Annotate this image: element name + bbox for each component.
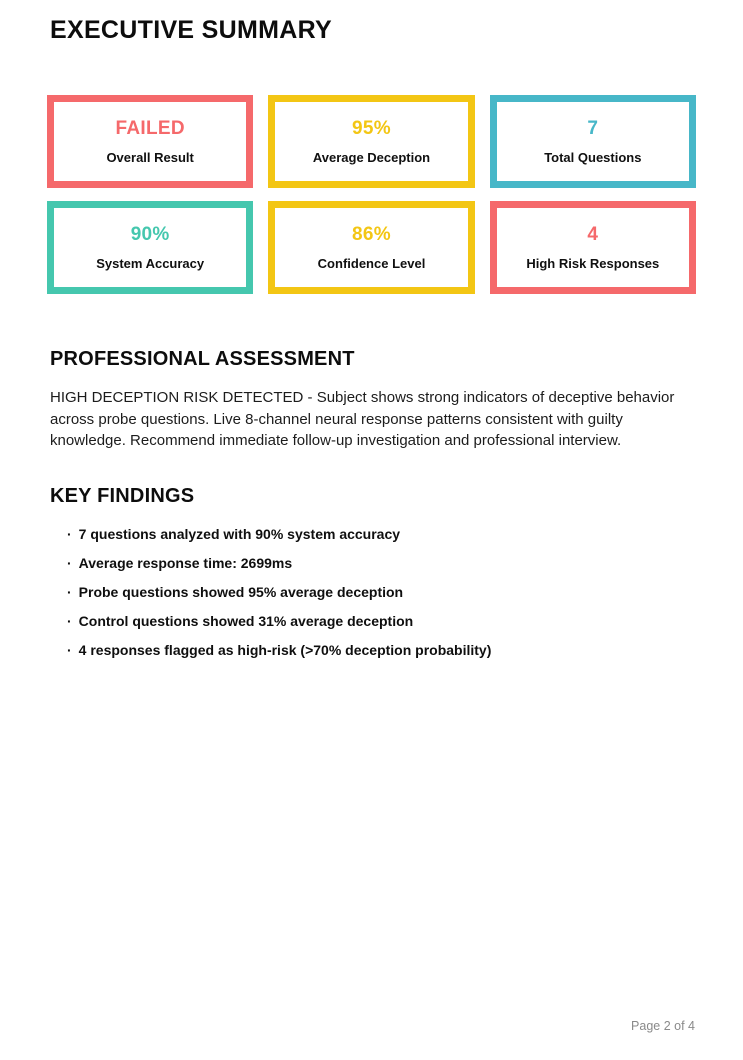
key-finding-item	[67, 642, 693, 659]
stat-card-overall-result	[47, 95, 253, 188]
key-finding-text: 7 questions analyzed with 90% system accuracy	[78, 525, 401, 542]
stat-card-confidence-level	[268, 201, 474, 294]
stat-label: Average Deception	[312, 150, 431, 165]
bullet-icon: ·	[67, 641, 72, 658]
report-page	[0, 16, 743, 1060]
stat-label: System Accuracy	[96, 256, 205, 271]
key-findings-list	[67, 526, 693, 659]
section-heading-professional-assessment: PROFESSIONAL ASSESSMENT	[50, 348, 355, 370]
key-finding-item	[67, 555, 693, 572]
key-finding-text: Control questions showed 31% average deception	[78, 612, 414, 629]
bullet-icon: ·	[67, 554, 72, 571]
key-finding-text: 4 responses flagged as high-risk (>70% deception probability)	[78, 641, 492, 658]
stat-label: Confidence Level	[317, 256, 426, 271]
stat-label: Total Questions	[544, 150, 642, 165]
stat-value: FAILED	[115, 118, 185, 139]
assessment-paragraph: HIGH DECEPTION RISK DETECTED - Subject shows strong indicators of deceptive behavior across probe questions. Live 8-channel neural response patterns consistent with guilty knowledge. Recommend immediate follow-up investigation and professional interview.	[50, 389, 675, 449]
stat-label: Overall Result	[106, 150, 194, 165]
stat-card-high-risk-responses	[490, 201, 696, 294]
key-finding-item	[67, 613, 693, 630]
stat-value: 86%	[352, 224, 391, 245]
bullet-icon: ·	[67, 583, 72, 600]
key-finding-text: Average response time: 2699ms	[78, 554, 293, 571]
page-title: EXECUTIVE SUMMARY	[50, 16, 332, 44]
page-number: Page 2 of 4	[631, 1019, 695, 1033]
stat-value: 95%	[352, 118, 391, 139]
key-finding-item	[67, 526, 693, 543]
stat-value: 4	[587, 224, 599, 245]
stats-grid	[47, 95, 696, 294]
bullet-icon: ·	[67, 525, 72, 542]
stat-card-average-deception	[268, 95, 474, 188]
key-finding-item	[67, 584, 693, 601]
stat-label: High Risk Responses	[526, 256, 660, 271]
section-heading-key-findings: KEY FINDINGS	[50, 484, 195, 507]
stat-card-total-questions	[490, 95, 696, 188]
bullet-icon: ·	[67, 612, 72, 629]
stat-value: 7	[587, 118, 599, 139]
stat-value: 90%	[130, 224, 170, 245]
stat-card-system-accuracy	[47, 201, 253, 294]
key-finding-text: Probe questions showed 95% average deception	[78, 583, 404, 600]
